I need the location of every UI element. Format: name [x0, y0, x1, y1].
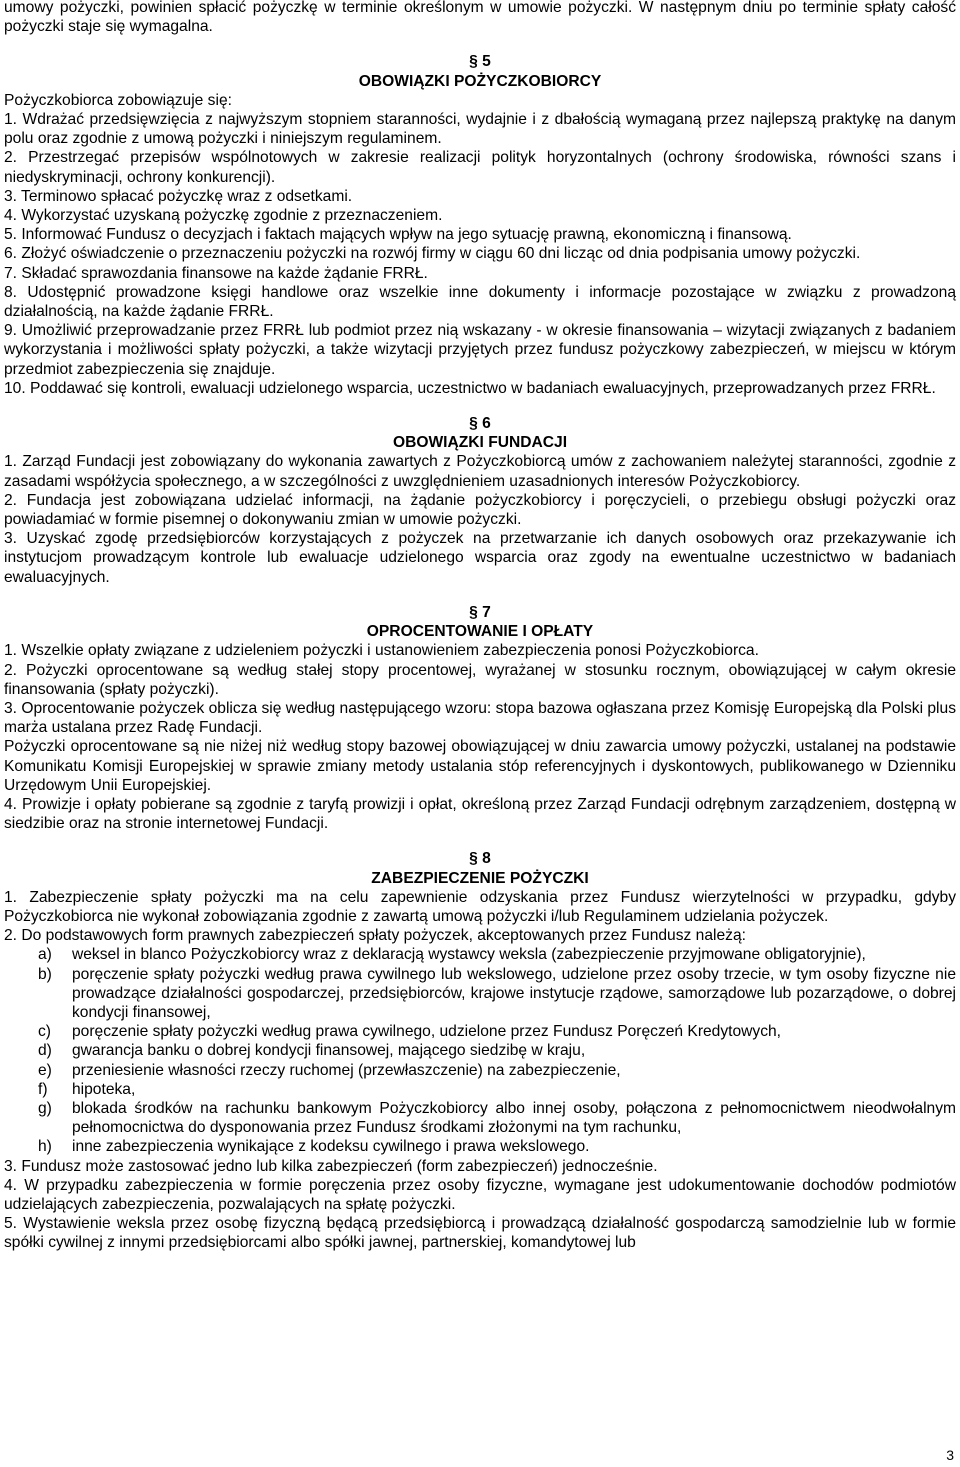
page-number: 3	[946, 1446, 954, 1463]
section-5-item: 1. Wdrażać przedsięwzięcia z najwyższym stopniem staranności, wydajnie i z dbałością wymaganą przez najlepszą praktykę na danym polu oraz zgodnie z umową pożyczki i niniejszym regulaminem.	[4, 111, 956, 148]
section-5-item: 3. Terminowo spłacać pożyczkę wraz z odsetkami.	[4, 187, 353, 205]
section-title: ZABEZPIECZENIE POŻYCZKI	[371, 869, 589, 887]
list-item	[4, 945, 956, 964]
section-title: OBOWIĄZKI FUNDACJI	[392, 434, 568, 452]
list-text: blokada środków na rachunku bankowym Pożyczkobiorcy albo innej osoby, połączona z pełnomocnictwem nieodwołalnym pełnomocnictwa do dysponowania przez Fundusz środkami złożonymi na tym rachunku,	[72, 1099, 956, 1137]
list-letter: g)	[38, 1099, 52, 1117]
section-5-item: 7. Składać sprawozdania finansowe na każde żądanie FRRŁ.	[4, 264, 428, 282]
document-content	[4, 0, 956, 1253]
section-number: § 7	[469, 603, 491, 621]
section-8-item: 5. Wystawienie weksla przez osobę fizyczną będącą przedsiębiorcą i prowadzącą działalność gospodarczą samodzielnie lub w formie spółki cywilnej z innymi przedsiębiorcami albo spółki jawnej, partnerskiej, komandytowej lub	[4, 1215, 956, 1252]
list-item	[4, 1061, 956, 1080]
section-7-item: 4. Prowizje i opłaty pobierane są zgodnie z taryfą prowizji i opłat, określoną przez Zarząd Fundacji odrębnym zarządzeniem, dostępną w siedzibie oraz na stronie internetowej Fundacji.	[4, 795, 956, 833]
list-text: gwarancja banku o dobrej kondycji finansowej, mającego siedzibę w kraju,	[72, 1042, 586, 1060]
security-forms-list	[4, 945, 956, 1156]
section-5-item: 2. Przestrzegać przepisów wspólnotowych w zakresie realizacji polityk horyzontalnych (ochrony środowiska, równości szans i niedyskryminacji, ochrony konkurencji).	[4, 149, 956, 186]
section-5-heading	[4, 52, 956, 90]
section-7-item: 1. Wszelkie opłaty związane z udzieleniem pożyczki i ustanowieniem zabezpieczenia ponosi Pożyczkobiorca.	[4, 642, 759, 660]
section-title: OBOWIĄZKI POŻYCZKOBIORCY	[358, 72, 602, 90]
list-text: poręczenie spłaty pożyczki według prawa cywilnego, udzielone przez Fundusz Poręczeń Kredytowych,	[72, 1023, 782, 1041]
list-item	[4, 1099, 956, 1137]
section-number: § 6	[469, 415, 491, 433]
list-letter: c)	[38, 1023, 51, 1041]
list-letter: b)	[38, 965, 52, 983]
list-item	[4, 1080, 956, 1099]
list-text: inne zabezpieczenia wynikające z kodeksu cywilnego i prawa wekslowego.	[72, 1138, 590, 1156]
list-letter: d)	[38, 1042, 52, 1060]
section-title: OPROCENTOWANIE I OPŁATY	[366, 623, 594, 641]
section-5-item: 10. Poddawać się kontroli, ewaluacji udzielonego wsparcia, uczestnictwo w badaniach ewaluacyjnych, przeprowadzanych przez FRRŁ.	[4, 379, 936, 397]
section-7-item: Pożyczki oprocentowane są nie niżej niż według stopy bazowej obowiązującej w dniu zawarcia umowy pożyczki, ustalanej na podstawie Komunikatu Komisji Europejskiej w sprawie zmiany metody ustalania stóp referencyjnych i dyskontowych, publikowanego w Dzienniku Urzędowym Unii Europejskiej.	[4, 738, 956, 794]
list-item	[4, 965, 956, 1023]
section-number: § 5	[469, 53, 491, 71]
section-5-item: 9. Umożliwić przeprowadzanie przez FRRŁ lub podmiot przez nią wskazany - w okresie finansowania – wizytacji związanych z badaniem wykorzystania i możliwości spłaty pożyczki, a także wizytacji przyjętych przez fundusz pożyczkowy zabezpieczeń, w miejscu w którym przedmiot zabezpieczenia się znajduje.	[4, 322, 956, 378]
section-6-item: 3. Uzyskać zgodę przedsiębiorców korzystających z pożyczek na przetwarzanie ich danych osobowych oraz przekazywanie ich instytucjom prowadzącym kontrole lub ewaluacje udzielonego wsparcia oraz zgody na ewentualne uczestnictwo w badaniach ewaluacyjnych.	[4, 530, 956, 586]
list-letter: f)	[38, 1080, 48, 1098]
list-item	[4, 1041, 956, 1060]
section-lead: Pożyczkobiorca zobowiązuje się:	[4, 91, 232, 109]
section-5-item: 8. Udostępnić prowadzone księgi handlowe oraz wszelkie inne dokumenty i informacje pozostające w związku z prowadzoną działalnością, na każde żądanie FRRŁ.	[4, 283, 956, 321]
section-7-item: 3. Oprocentowanie pożyczek oblicza się według następującego wzoru: stopa bazowa ogłaszana przez Komisję Europejską dla Polski plus marża ustalana przez Radę Fundacji.	[4, 699, 956, 737]
list-text: weksel in blanco Pożyczkobiorcy wraz z deklaracją wystawcy weksla (zabezpieczenie przyjmowane obligatoryjnie),	[72, 946, 866, 964]
section-number: § 8	[469, 850, 491, 868]
list-item	[4, 1137, 956, 1156]
section-7-item: 2. Pożyczki oprocentowane są według stałej stopy procentowej, wyrażanej w stosunku rocznym, obowiązującej w całym okresie finansowania (spłaty pożyczki).	[4, 661, 956, 698]
list-letter: h)	[38, 1138, 52, 1156]
section-6-item: 2. Fundacja jest zobowiązana udzielać informacji, na żądanie pożyczkobiorcy i poręczycieli, o przebiegu obsługi pożyczki oraz powiadamiać w formie pisemnej o dokonywaniu zmian w umowie pożyczki.	[4, 491, 956, 529]
section-6-item: 1. Zarząd Fundacji jest zobowiązany do wykonania zawartych z Pożyczkobiorcą umów z zachowaniem należytej staranności, zgodnie z zasadami współżycia społecznego, a w szczególności z uwzględnieniem uzasadnionych interesów Pożyczkobiorcy.	[4, 453, 956, 490]
section-8-item: 4. W przypadku zabezpieczenia w formie poręczenia przez osoby fizyczne, wymagane jest udokumentowanie dochodów podmiotów udzielających zabezpieczenia, pozwalających na spłatę pożyczki.	[4, 1176, 956, 1213]
section-8-item: 3. Fundusz może zastosować jedno lub kilka zabezpieczeń (form zabezpieczeń) jednocześnie.	[4, 1157, 658, 1175]
section-7-heading	[4, 603, 956, 641]
intro-paragraph: umowy pożyczki, powinien spłacić pożyczkę w terminie określonym w umowie pożyczki. W następnym dniu po terminie spłaty całość pożyczki staje się wymagalna.	[4, 0, 956, 36]
section-8-item: 1. Zabezpieczenie spłaty pożyczki ma na celu zapewnienie odzyskania przez Fundusz wierzytelności w przypadku, gdyby Pożyczkobiorca nie wykonał zobowiązania zgodnie z zawartą umową pożyczki i/lub Regulaminem udzielania pożyczek.	[4, 888, 956, 925]
list-item	[4, 1022, 956, 1041]
section-8-heading	[4, 849, 956, 887]
section-5-item: 4. Wykorzystać uzyskaną pożyczkę zgodnie z przeznaczeniem.	[4, 207, 443, 225]
list-text: przeniesienie własności rzeczy ruchomej (przewłaszczenie) na zabezpieczenie,	[72, 1061, 621, 1079]
list-text: hipoteka,	[72, 1080, 136, 1098]
section-8-item: 2. Do podstawowych form prawnych zabezpieczeń spłaty pożyczek, akceptowanych przez Fundusz należą:	[4, 927, 746, 945]
section-5-item: 5. Informować Fundusz o decyzjach i faktach mających wpływ na jego sytuację prawną, ekonomiczną i finansową.	[4, 226, 792, 244]
list-letter: e)	[38, 1061, 52, 1079]
section-5-item: 6. Złożyć oświadczenie o przeznaczeniu pożyczki na rozwój firmy w ciągu 60 dni licząc od dnia podpisania umowy pożyczki.	[4, 245, 861, 263]
list-letter: a)	[38, 946, 52, 964]
list-text: poręczenie spłaty pożyczki według prawa cywilnego lub wekslowego, udzielone przez osoby trzecie, w tym osoby fizyczne nie prowadzące działalności gospodarczej, przedsiębiorców, krajowe instytucje rządowe, samorządowe lub pozarządowe, o dobrej kondycji finansowej,	[72, 965, 956, 1021]
section-6-heading	[4, 414, 956, 452]
